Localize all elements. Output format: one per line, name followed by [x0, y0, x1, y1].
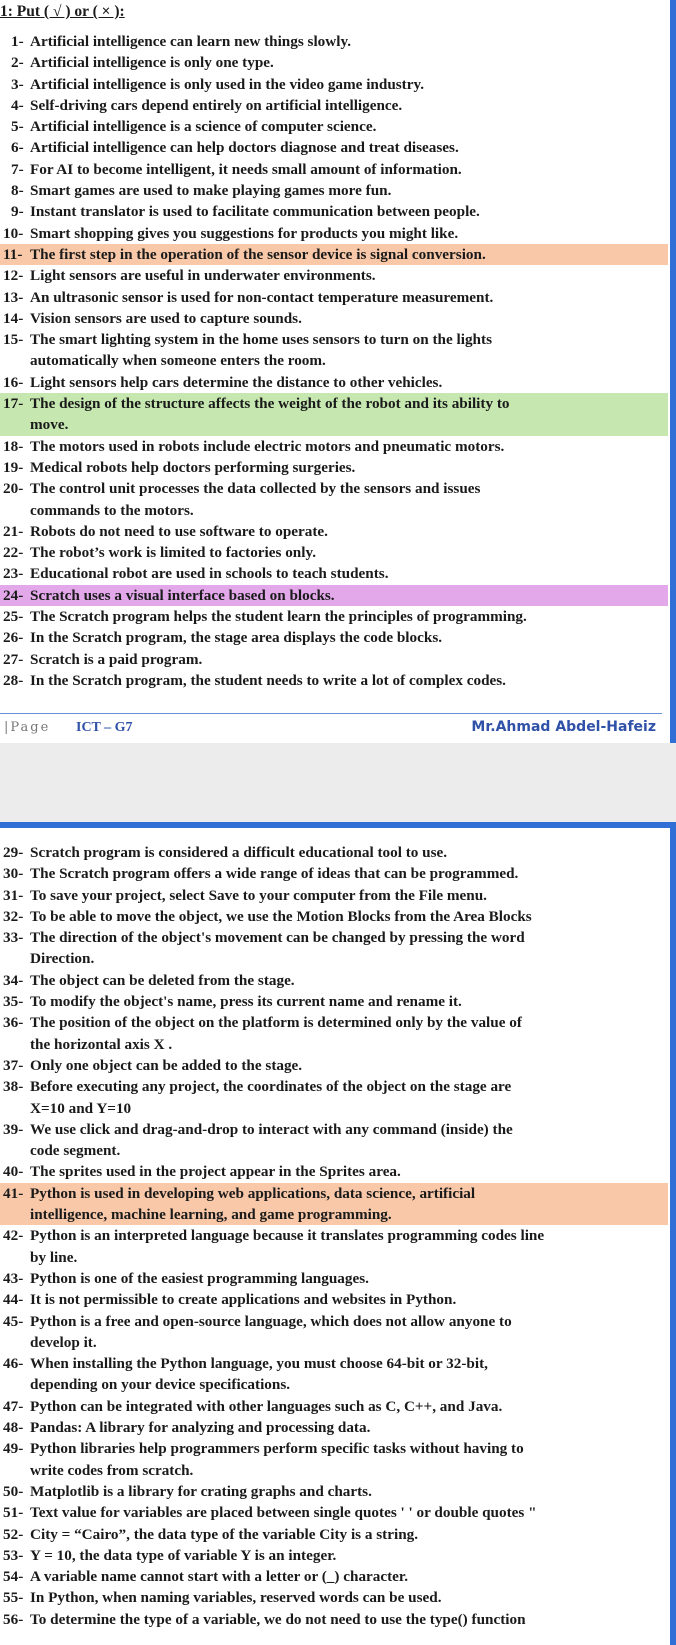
page-footer	[0, 713, 662, 740]
question-item	[0, 1566, 668, 1587]
question-number: 35-	[3, 993, 24, 1011]
question-text-continued: code segment.	[30, 1142, 121, 1160]
question-text: Scratch is a paid program.	[30, 650, 203, 668]
question-number: 53-	[3, 1546, 24, 1564]
question-number: 50-	[3, 1482, 24, 1500]
question-text: The robot’s work is limited to factories only.	[30, 544, 317, 562]
question-number: 55-	[3, 1589, 24, 1607]
question-list-1	[0, 31, 668, 691]
question-number: 23-	[3, 565, 24, 583]
question-text: To modify the object's name, press its current name and rename it.	[30, 993, 462, 1011]
footer-page-label: |Page	[4, 720, 51, 735]
question-number: 48-	[3, 1419, 24, 1437]
question-item	[0, 1055, 668, 1076]
question-item	[0, 1289, 668, 1310]
question-item	[0, 1268, 668, 1289]
page-border-right	[670, 0, 676, 743]
question-text: The Scratch program offers a wide range of ideas that can be programmed.	[30, 865, 519, 883]
question-item	[0, 585, 668, 606]
question-number: 7-	[11, 160, 24, 178]
question-text: In Python, when naming variables, reserved words can be used.	[30, 1589, 442, 1607]
question-number: 6-	[11, 139, 24, 157]
question-item	[0, 1417, 668, 1438]
question-text: Artificial intelligence is a science of computer science.	[30, 118, 377, 136]
question-item	[0, 1587, 668, 1608]
question-number: 41-	[3, 1184, 24, 1202]
question-item	[0, 436, 668, 457]
question-item	[0, 31, 668, 52]
question-item	[0, 1076, 668, 1119]
question-item	[0, 1161, 668, 1182]
question-text: Python is used in developing web applications, data science, artificial	[30, 1184, 476, 1202]
question-number: 40-	[3, 1163, 24, 1181]
question-item	[0, 927, 668, 970]
question-item	[0, 670, 668, 691]
question-text: The direction of the object's movement can be changed by pressing the word	[30, 929, 525, 947]
question-text-continued: write codes from scratch.	[30, 1461, 194, 1479]
question-text-continued: automatically when someone enters the room.	[30, 352, 326, 370]
question-item	[0, 265, 668, 286]
question-number: 16-	[3, 373, 24, 391]
question-number: 47-	[3, 1397, 24, 1415]
question-text: The design of the structure affects the weight of the robot and its ability to	[30, 395, 510, 413]
question-item	[0, 627, 668, 648]
question-number: 34-	[3, 971, 24, 989]
question-number: 31-	[3, 886, 24, 904]
question-number: 39-	[3, 1120, 24, 1138]
question-text: Vision sensors are used to capture sounds.	[30, 309, 302, 327]
question-text-continued: intelligence, machine learning, and game programming.	[30, 1206, 392, 1224]
question-item	[0, 649, 668, 670]
question-text: Artificial intelligence can help doctors diagnose and treat diseases.	[30, 139, 459, 157]
question-text: Light sensors are useful in underwater environments.	[30, 267, 376, 285]
question-number: 15-	[3, 331, 24, 349]
question-text: Light sensors help cars determine the distance to other vehicles.	[30, 373, 443, 391]
question-item	[0, 1396, 668, 1417]
question-number: 25-	[3, 608, 24, 626]
question-text: To determine the type of a variable, we do not need to use the type() function	[30, 1610, 526, 1628]
question-item	[0, 1438, 668, 1481]
question-text-continued: Direction.	[30, 950, 95, 968]
question-text: It is not permissible to create applications and websites in Python.	[30, 1291, 457, 1309]
question-number: 1-	[11, 33, 24, 50]
question-item	[0, 970, 668, 991]
question-text: Self-driving cars depend entirely on artificial intelligence.	[30, 96, 403, 114]
question-item	[0, 180, 668, 201]
question-number: 52-	[3, 1525, 24, 1543]
question-text: Robots do not need to use software to operate.	[30, 522, 328, 540]
question-item	[0, 842, 668, 863]
question-item	[0, 542, 668, 563]
question-item	[0, 74, 668, 95]
question-number: 3-	[11, 75, 24, 93]
worksheet-page-2	[0, 822, 676, 1645]
footer-author: Mr.Ahmad Abdel-Hafeiz	[471, 719, 656, 735]
question-item	[0, 606, 668, 627]
question-item	[0, 478, 668, 521]
section-title: 1: Put ( √ ) or ( × ):	[0, 3, 125, 20]
question-item	[0, 1183, 668, 1226]
question-text: Educational robot are used in schools to teach students.	[30, 565, 389, 583]
question-number: 43-	[3, 1269, 24, 1287]
question-text: In the Scratch program, the stage area displays the code blocks.	[30, 629, 443, 647]
question-number: 12-	[3, 267, 24, 285]
question-text: Pandas: A library for analyzing and processing data.	[30, 1419, 371, 1437]
question-item	[0, 201, 668, 222]
question-number: 4-	[11, 96, 24, 114]
question-item	[0, 1225, 668, 1268]
question-text-continued: move.	[30, 416, 69, 434]
question-number: 9-	[11, 203, 24, 221]
question-text: Python can be integrated with other languages such as C, C++, and Java.	[30, 1397, 503, 1415]
question-item	[0, 1119, 668, 1162]
question-number: 24-	[3, 586, 24, 604]
question-text: The object can be deleted from the stage.	[30, 971, 295, 989]
question-item	[0, 457, 668, 478]
question-text: Before executing any project, the coordinates of the object on the stage are	[30, 1078, 512, 1096]
question-number: 28-	[3, 671, 24, 689]
question-text: Text value for variables are placed between single quotes ' ' or double quotes "	[30, 1504, 537, 1522]
question-text-continued: depending on your device specifications.	[30, 1376, 291, 1394]
question-number: 5-	[11, 118, 24, 136]
question-item	[0, 521, 668, 542]
question-text: City = “Cairo”, the data type of the variable City is a string.	[30, 1525, 419, 1543]
question-item	[0, 393, 668, 436]
question-text: Scratch program is considered a difficult educational tool to use.	[30, 844, 448, 861]
question-text: To save your project, select Save to your computer from the File menu.	[30, 886, 487, 904]
question-number: 29-	[3, 844, 24, 861]
question-text: Matplotlib is a library for crating graphs and charts.	[30, 1482, 372, 1500]
question-number: 10-	[3, 224, 24, 242]
question-item	[0, 1481, 668, 1502]
question-number: 38-	[3, 1078, 24, 1096]
question-number: 37-	[3, 1056, 24, 1074]
question-text: The smart lighting system in the home uses sensors to turn on the lights	[30, 331, 492, 349]
question-text: The motors used in robots include electric motors and pneumatic motors.	[30, 437, 505, 455]
question-text: Python is one of the easiest programming languages.	[30, 1269, 369, 1287]
question-item	[0, 991, 668, 1012]
question-text: The control unit processes the data collected by the sensors and issues	[30, 480, 481, 498]
question-text: Only one object can be added to the stage.	[30, 1056, 303, 1074]
question-number: 18-	[3, 437, 24, 455]
question-number: 20-	[3, 480, 24, 498]
question-item	[0, 863, 668, 884]
question-text: The sprites used in the project appear in the Sprites area.	[30, 1163, 401, 1181]
question-item	[0, 159, 668, 180]
question-text-continued: develop it.	[30, 1333, 97, 1351]
question-item	[0, 1545, 668, 1566]
question-number: 17-	[3, 395, 24, 413]
question-text: When installing the Python language, you must choose 64-bit or 32-bit,	[30, 1355, 488, 1373]
question-number: 11-	[3, 245, 23, 263]
page-gap	[0, 743, 676, 822]
question-text: Artificial intelligence can learn new things slowly.	[30, 33, 352, 50]
question-text: Medical robots help doctors performing surgeries.	[30, 458, 356, 476]
question-number: 51-	[3, 1504, 24, 1522]
question-text: Y = 10, the data type of variable Y is an integer.	[30, 1546, 337, 1564]
question-item	[0, 372, 668, 393]
question-text: Smart shopping gives you suggestions for products you might like.	[30, 224, 459, 242]
question-text: Python libraries help programmers perform specific tasks without having to	[30, 1440, 524, 1458]
question-text: Python is a free and open-source language, which does not allow anyone to	[30, 1312, 512, 1330]
question-item	[0, 1609, 668, 1630]
question-list-2	[0, 842, 668, 1630]
question-number: 21-	[3, 522, 24, 540]
question-text: An ultrasonic sensor is used for non-contact temperature measurement.	[30, 288, 494, 306]
question-number: 56-	[3, 1610, 24, 1628]
question-text-continued: X=10 and Y=10	[30, 1099, 132, 1117]
question-item	[0, 906, 668, 927]
question-item	[0, 116, 668, 137]
page-border-top	[0, 822, 676, 828]
question-item	[0, 137, 668, 158]
question-item	[0, 52, 668, 73]
question-item	[0, 1012, 668, 1055]
question-text: Python is an interpreted language because it translates programming codes line	[30, 1227, 545, 1245]
question-text: The Scratch program helps the student learn the principles of programming.	[30, 608, 527, 626]
question-item	[0, 885, 668, 906]
footer-subject: ICT – G7	[76, 720, 133, 735]
question-text-continued: by line.	[30, 1248, 78, 1266]
question-number: 46-	[3, 1355, 24, 1373]
question-text: Artificial intelligence is only used in the video game industry.	[30, 75, 425, 93]
question-number: 45-	[3, 1312, 24, 1330]
question-item	[0, 308, 668, 329]
question-text-continued: the horizontal axis X .	[30, 1035, 173, 1053]
question-text: Instant translator is used to facilitate communication between people.	[30, 203, 480, 221]
question-number: 36-	[3, 1014, 24, 1032]
question-text-continued: commands to the motors.	[30, 501, 194, 519]
question-text: A variable name cannot start with a letter or (_) character.	[30, 1568, 409, 1586]
question-number: 27-	[3, 650, 24, 668]
question-number: 14-	[3, 309, 24, 327]
question-number: 54-	[3, 1568, 24, 1586]
question-text: Smart games are used to make playing games more fun.	[30, 182, 392, 200]
question-item	[0, 1311, 668, 1354]
question-number: 13-	[3, 288, 24, 306]
question-number: 42-	[3, 1227, 24, 1245]
question-number: 44-	[3, 1291, 24, 1309]
question-text: To be able to move the object, we use the Motion Blocks from the Area Blocks	[30, 907, 532, 925]
question-number: 2-	[11, 54, 24, 72]
question-item	[0, 287, 668, 308]
question-item	[0, 223, 668, 244]
question-item	[0, 1502, 668, 1523]
question-text: The position of the object on the platform is determined only by the value of	[30, 1014, 522, 1032]
question-item	[0, 1353, 668, 1396]
question-item	[0, 244, 668, 265]
question-number: 30-	[3, 865, 24, 883]
question-number: 49-	[3, 1440, 24, 1458]
question-item	[0, 563, 668, 584]
question-text: Artificial intelligence is only one type.	[30, 54, 274, 72]
question-text: The first step in the operation of the sensor device is signal conversion.	[30, 245, 486, 263]
question-item	[0, 1524, 668, 1545]
question-item	[0, 329, 668, 372]
question-text: Scratch uses a visual interface based on blocks.	[30, 586, 335, 604]
question-text: In the Scratch program, the student needs to write a lot of complex codes.	[30, 671, 506, 689]
question-number: 32-	[3, 907, 24, 925]
question-number: 26-	[3, 629, 24, 647]
question-number: 8-	[11, 182, 24, 200]
page-border-right	[670, 822, 676, 1645]
question-number: 33-	[3, 929, 24, 947]
question-text: We use click and drag-and-drop to interact with any command (inside) the	[30, 1120, 513, 1138]
worksheet-page-1	[0, 0, 676, 743]
question-item	[0, 95, 668, 116]
question-number: 19-	[3, 458, 24, 476]
question-text: For AI to become intelligent, it needs small amount of information.	[30, 160, 462, 178]
question-number: 22-	[3, 544, 24, 562]
